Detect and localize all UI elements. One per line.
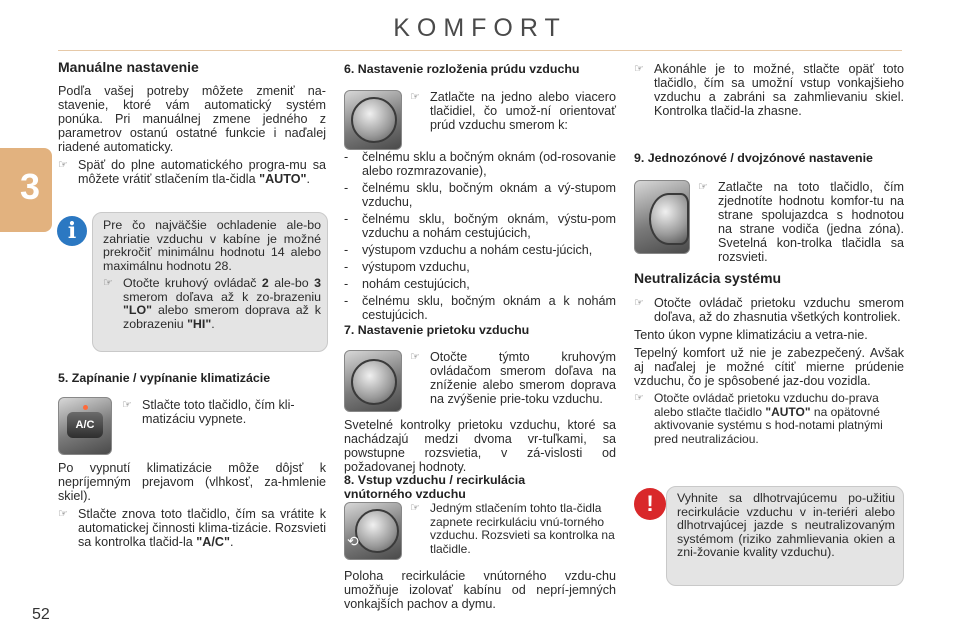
pointing-hand-icon: ☞ bbox=[698, 181, 708, 193]
pointing-hand-icon: ☞ bbox=[58, 508, 68, 520]
recirculation-bullet: ☞ Jedným stlačením tohto tla-čidla zapnete recirkuláciu vnú-torného vzduchu. Rozsvieti sa kontrolka na tlačidle. bbox=[410, 501, 615, 556]
list-item: - čelnému sklu, bočným oknám a vý-stupom vzduchu, bbox=[344, 181, 616, 209]
pointing-hand-icon: ☞ bbox=[103, 277, 113, 289]
pointing-hand-icon: ☞ bbox=[410, 91, 420, 103]
list-item: - výstupom vzduchu a nohám cestu-júcich, bbox=[344, 243, 593, 257]
zone-bullet: ☞ Zatlačte na toto tlačidlo, čím zjednotíte hodnotu komfor-tu na strane spolujazdca s hodnotou na strane vodiča (jedna zóna). Svetelná kon-trolka tlačidla sa rozsvieti. bbox=[698, 180, 904, 264]
column-1 bbox=[58, 60, 326, 186]
distribution-list bbox=[344, 150, 616, 322]
header-rule bbox=[58, 50, 902, 51]
airflow-knob bbox=[351, 359, 397, 405]
ac-bullet-2: ☞ Stlačte znova toto tlačidlo, čím sa vrátite k automatickej činnosti klima-tizácie. Rozsvieti sa kontrolka tlačid-la "A/C". bbox=[58, 507, 326, 549]
recirculation-knob bbox=[355, 509, 399, 553]
distribution-bullet: ☞ Zatlačte na jedno alebo viacero tlačidiel, čo umož-ní orientovať prúd vzduchu smerom k: bbox=[410, 90, 616, 132]
neutralization-bullet: ☞ Otočte ovládač prietoku vzduchu smerom doľava, až do zhasnutia všetkých kontroliek. bbox=[634, 296, 904, 324]
recirculation-heading: 8. Vstup vzduchu / recirkulácia vnútorného vzduchu bbox=[344, 473, 526, 501]
neutralization-body: ☞ Otočte ovládač prietoku vzduchu smerom doľava, až do zhasnutia všetkých kontroliek. Tento úkon vypne klimatizáciu a vetra-nie. Tepelný komfort už nie je zabezpečený. Avšak aj naďalej je možné cítiť mierne prúdenie vzduchu, čo je spôsobené jaz-dou vozidla. ☞ Otočte ovládač prietoku vzduchu do-prava alebo stlačte tlačidlo "AUTO" na opätovné aktivovanie systému s hod-notami platnými pred neutralizáciou. bbox=[634, 296, 904, 446]
chapter-tab bbox=[0, 148, 52, 232]
list-item: - čelnému sklu, bočným oknám a k nohám cestujúcich. bbox=[344, 294, 616, 322]
pointing-hand-icon: ☞ bbox=[634, 63, 644, 75]
auto-bullet: ☞ Späť do plne automatického progra-mu sa môžete vrátiť stlačením tla-čidla "AUTO". bbox=[58, 158, 326, 186]
airflow-after: Svetelné kontrolky prietoku vzduchu, ktoré sa nachádzajú medzi dvoma vr-tuľkami, sa powstupne rozsvietia, v zá-vislosti od požadovanej hodnoty. bbox=[344, 418, 616, 474]
airflow-bullet: ☞ Otočte týmto kruhovým ovládačom smerom doľava na zníženie alebo smerom doprava na zvýšenie prie-toku vzduchu. bbox=[410, 350, 616, 406]
pointing-hand-icon: ☞ bbox=[634, 297, 644, 309]
pointing-hand-icon: ☞ bbox=[58, 159, 68, 171]
list-item: - čelnému sklu a bočným oknám (od-rosovanie alebo rozmrazovanie), bbox=[344, 150, 616, 178]
pointing-hand-icon: ☞ bbox=[410, 351, 420, 363]
info-text bbox=[103, 219, 321, 331]
manual-heading: Manuálne nastavenie bbox=[58, 59, 199, 75]
chapter-number: 3 bbox=[19, 166, 40, 207]
info-paragraph: Pre čo najväčšie ochladenie ale-bo zahriatie vzduchu v kabíne je možné prekročiť minimálnu hodnotu 14 alebo maximálnu hodnotu 28. bbox=[103, 218, 321, 273]
info-bullet: ☞ Otočte kruhový ovládač 2 ale-bo 3 smerom doľava až k zo-brazeniu "LO" alebo smerom doprava až k zobrazeniu "HI". bbox=[103, 276, 321, 331]
airflow-distribution-heading: 6. Nastavenie rozloženia prúdu vzduchu bbox=[344, 62, 580, 76]
pointing-hand-icon: ☞ bbox=[634, 392, 644, 404]
zone-knob bbox=[649, 193, 689, 245]
recirculation-after: Poloha recirkulácie vnútorného vzdu-chu umožňuje izolovať kabínu od neprí-jemných vonkajších pachov a dymu. bbox=[344, 569, 616, 611]
airflow-control-photo bbox=[344, 350, 402, 412]
pointing-hand-icon: ☞ bbox=[122, 399, 132, 411]
zone-heading: 9. Jednozónové / dvojzónové nastavenie bbox=[634, 151, 873, 165]
distribution-knob bbox=[351, 97, 397, 143]
page-number: 52 bbox=[32, 606, 50, 623]
outside-air-bullet: ☞ Akonáhle je to možné, stlačte opäť toto tlačidlo, čím sa umožní vstup vonkajšieho vzduchu a zabráni sa zahmlievaniu skiel. Kontrolka tlačid-la zhasne. bbox=[634, 62, 904, 118]
pointing-hand-icon: ☞ bbox=[410, 502, 420, 514]
warning-icon: ! bbox=[634, 488, 666, 520]
ac-bullet: ☞ Stlačte toto tlačidlo, čím kli-matizáciu vypnete. bbox=[122, 398, 295, 426]
warning-text: Vyhnite sa dlhotrvajúcemu po-užitiu recirkulácie vzduchu v in-teriéri alebo dlhotrvajúcej jazde s neutralizovaným systémom (riziko zahmlievania okien a zni-žovanie kvality vzduchu). bbox=[677, 491, 895, 559]
ac-led bbox=[83, 405, 88, 410]
recirculation-control-photo bbox=[344, 502, 402, 560]
info-icon: i bbox=[57, 216, 87, 246]
ac-heading: 5. Zapínanie / vypínanie klimatizácie bbox=[58, 371, 271, 385]
list-item: - výstupom vzduchu, bbox=[344, 260, 470, 274]
neutralization-bullet-2: ☞ Otočte ovládač prietoku vzduchu do-prava alebo stlačte tlačidlo "AUTO" na opätovné aktivovanie systému s hod-notami platnými pred neutralizáciou. bbox=[634, 391, 883, 446]
recirculation-arrow-icon: ⟲ bbox=[347, 533, 359, 549]
airflow-heading: 7. Nastavenie prietoku vzduchu bbox=[344, 323, 530, 337]
neutralization-heading: Neutralizácia systému bbox=[634, 270, 782, 286]
list-item: - nohám cestujúcich, bbox=[344, 277, 470, 291]
ac-after: Po vypnutí klimatizácie môže dôjsť k nepríjemným prejavom (vlhkosť, za-hmlenie skiel). ☞ Stlačte znova toto tlačidlo, čím sa vrátite k automatickej činnosti klima-tizácie. Rozsvieti sa kontrolka tlačid-la "A/C". bbox=[58, 461, 326, 549]
ac-button-photo bbox=[58, 397, 112, 455]
ac-button: A/C bbox=[67, 412, 103, 438]
zone-control-photo bbox=[634, 180, 690, 254]
page-title: KOMFORT bbox=[393, 14, 567, 42]
manual-intro: Podľa vašej potreby môžete zmeniť na-stavenie, ktoré vám automatický systém ponúka. Pri manuálnej zmene jedného z parametrov ostanú ostatné funkcie i naďalej riadené automaticky. bbox=[58, 84, 326, 154]
list-item: - čelnému sklu, bočným oknám, výstu-pom vzduchu a nohám cestujúcich, bbox=[344, 212, 616, 240]
distribution-control-photo bbox=[344, 90, 402, 150]
